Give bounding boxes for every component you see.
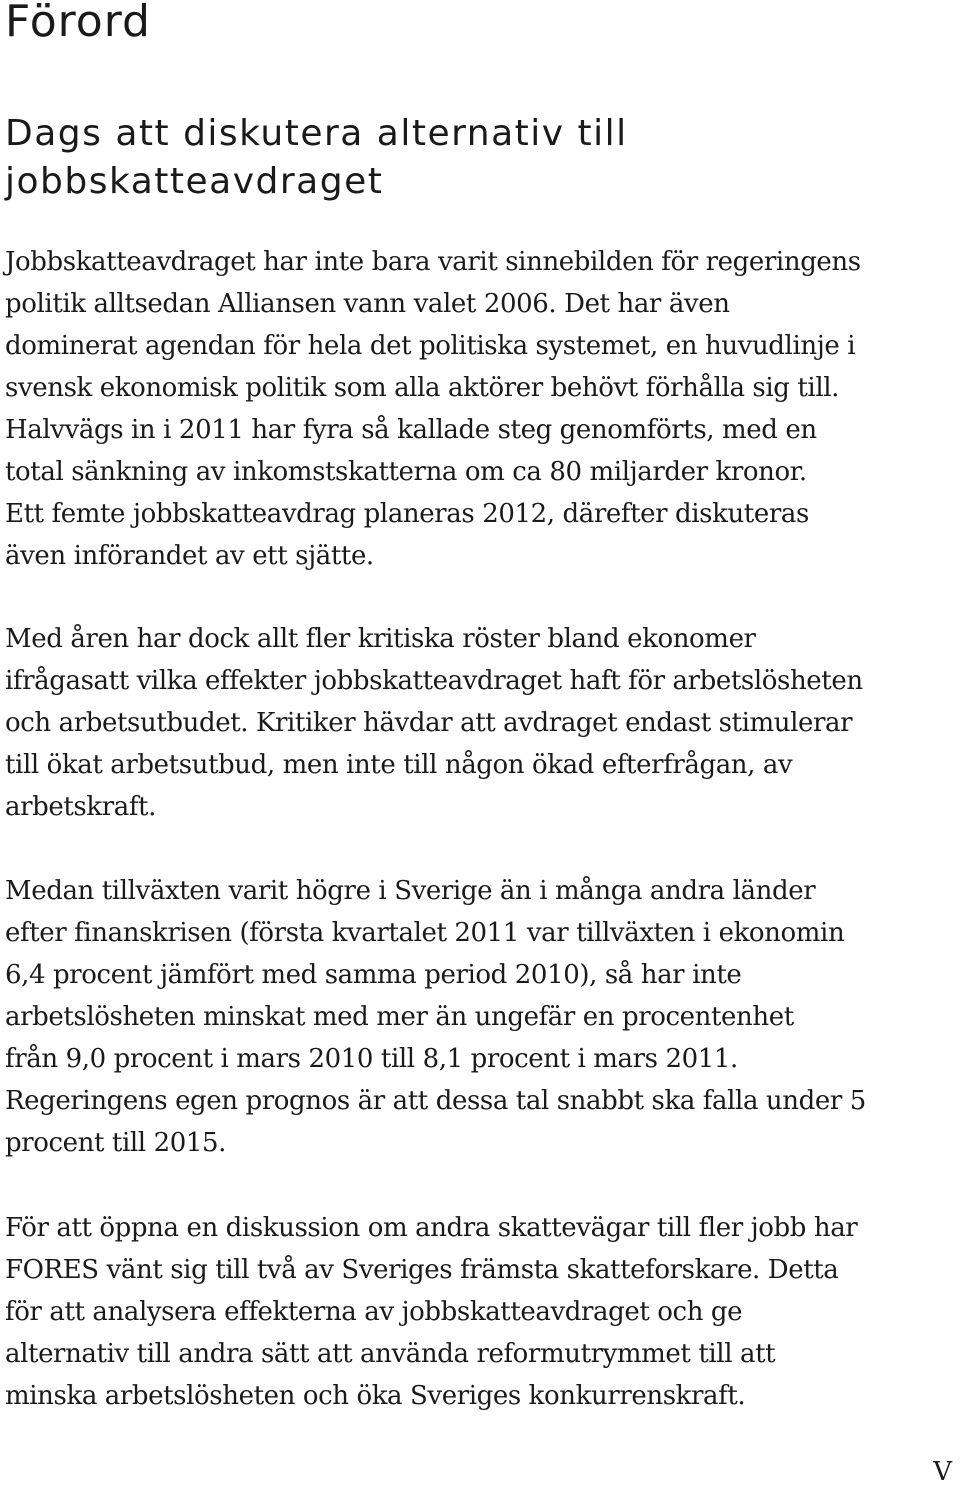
- paragraph-line: Ett femte jobbskatteavdrag planeras 2012, därefter diskuteras: [5, 499, 809, 529]
- paragraph-line: arbetslösheten minskat med mer än ungefär en procentenhet: [5, 1002, 794, 1032]
- paragraph-line: För att öppna en diskussion om andra skattevägar till fler jobb har: [5, 1213, 858, 1243]
- paragraph-line: till ökat arbetsutbud, men inte till någon ökad efterfrågan, av: [5, 750, 793, 780]
- paragraph-line: Medan tillväxten varit högre i Sverige än i många andra länder: [5, 876, 816, 906]
- paragraph-line: för att analysera effekterna av jobbskatteavdraget och ge: [5, 1297, 743, 1327]
- paragraph-line: Halvvägs in i 2011 har fyra så kallade steg genomförts, med en: [5, 415, 817, 445]
- paragraph-line: Regeringens egen prognos är att dessa tal snabbt ska falla under 5: [5, 1086, 866, 1116]
- paragraph-line: total sänkning av inkomstskatterna om ca 80 miljarder kronor.: [5, 457, 807, 487]
- paragraph-line: och arbetsutbudet. Kritiker hävdar att avdraget endast stimulerar: [5, 708, 853, 738]
- paragraph-2: [5, 618, 905, 828]
- paragraph-line: FORES vänt sig till två av Sveriges främsta skatteforskare. Detta: [5, 1255, 839, 1285]
- paragraph-line: från 9,0 procent i mars 2010 till 8,1 procent i mars 2011.: [5, 1044, 738, 1074]
- page-title: Förord: [5, 0, 151, 47]
- section-heading-line: Dags att diskutera alternativ till: [5, 113, 628, 154]
- page-number: V: [933, 1457, 952, 1487]
- paragraph-3: [5, 870, 905, 1164]
- paragraph-line: Med åren har dock allt fler kritiska röster bland ekonomer: [5, 624, 756, 654]
- paragraph-line: Jobbskatteavdraget har inte bara varit sinnebilden för regeringens: [5, 247, 861, 277]
- paragraph-line: politik alltsedan Alliansen vann valet 2006. Det har även: [5, 289, 730, 319]
- paragraph-line: även införandet av ett sjätte.: [5, 541, 374, 571]
- paragraph-4: [5, 1207, 905, 1417]
- paragraph-line: minska arbetslösheten och öka Sveriges konkurrenskraft.: [5, 1381, 746, 1411]
- paragraph-line: arbetskraft.: [5, 792, 156, 822]
- paragraph-line: procent till 2015.: [5, 1128, 227, 1158]
- paragraph-line: dominerat agendan för hela det politiska systemet, en huvudlinje i: [5, 331, 856, 361]
- paragraph-line: ifrågasatt vilka effekter jobbskatteavdraget haft för arbetslösheten: [5, 666, 863, 696]
- paragraph-1: [5, 241, 905, 577]
- paragraph-line: efter finanskrisen (första kvartalet 2011 var tillväxten i ekonomin: [5, 918, 845, 948]
- paragraph-line: 6,4 procent jämfört med samma period 2010), så har inte: [5, 960, 742, 990]
- section-heading-line: jobbskatteavdraget: [5, 161, 384, 202]
- paragraph-line: svensk ekonomisk politik som alla aktörer behövt förhålla sig till.: [5, 373, 840, 403]
- section-heading: [5, 110, 905, 206]
- paragraph-line: alternativ till andra sätt att använda reformutrymmet till att: [5, 1339, 776, 1369]
